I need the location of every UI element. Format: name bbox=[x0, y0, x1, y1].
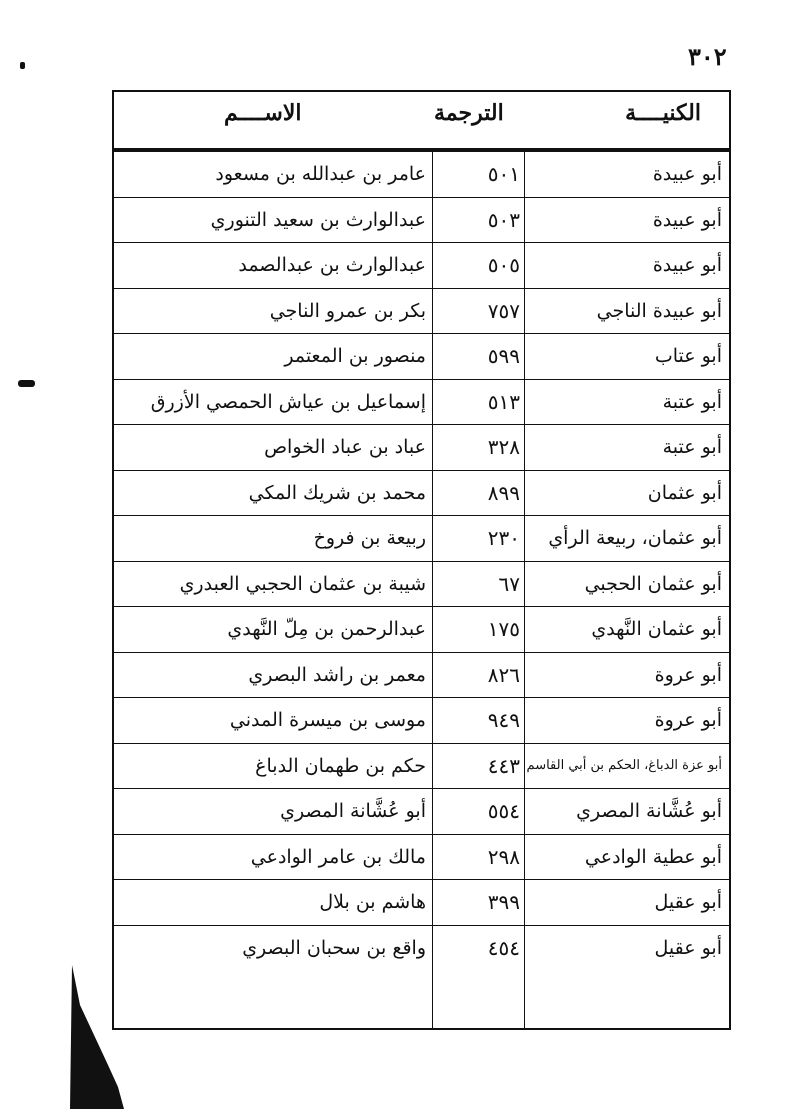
table-row bbox=[114, 243, 729, 289]
table-row bbox=[114, 744, 729, 790]
name-cell: حكم بن طهمان الدباغ bbox=[255, 754, 426, 777]
kunya-cell: أبو عبيدة bbox=[652, 208, 722, 231]
kunya-cell: أبو عبيدة bbox=[652, 163, 722, 186]
table-body bbox=[114, 152, 729, 971]
table-row bbox=[114, 516, 729, 562]
kunya-cell: أبو عطية الوادعي bbox=[584, 845, 722, 868]
tarjama-cell: ١٧٥ bbox=[487, 617, 520, 642]
name-cell: عامر بن عبدالله بن مسعود bbox=[215, 163, 426, 186]
kunya-table bbox=[112, 90, 731, 1030]
tarjama-cell: ٥٠٣ bbox=[487, 207, 520, 232]
name-cell: عبدالوارث بن عبدالصمد bbox=[238, 254, 426, 277]
table-row bbox=[114, 789, 729, 835]
kunya-cell: أبو عروة bbox=[654, 663, 722, 686]
table-row bbox=[114, 425, 729, 471]
tarjama-cell: ٥١٣ bbox=[487, 389, 520, 414]
name-cell: إسماعيل بن عياش الحمصي الأزرق bbox=[150, 390, 426, 413]
kunya-cell: أبو عزة الدباغ، الحكم بن أبي القاسم bbox=[526, 758, 722, 774]
kunya-cell: أبو عثمان، ربيعة الرأي bbox=[548, 527, 722, 550]
header-tarjama: الترجمة bbox=[434, 100, 504, 126]
tarjama-cell: ٨٩٩ bbox=[487, 480, 520, 505]
table-header bbox=[114, 92, 729, 152]
table-row bbox=[114, 653, 729, 699]
tarjama-cell: ٥٥٤ bbox=[487, 799, 520, 824]
tarjama-cell: ٥٩٩ bbox=[487, 344, 520, 369]
ink-speck bbox=[20, 62, 25, 69]
tarjama-cell: ٦٧ bbox=[498, 571, 520, 596]
table-row bbox=[114, 926, 729, 972]
kunya-cell: أبو عقيل bbox=[654, 891, 722, 914]
table-row bbox=[114, 562, 729, 608]
name-cell: محمد بن شريك المكي bbox=[248, 481, 426, 504]
table-row bbox=[114, 607, 729, 653]
table-row bbox=[114, 334, 729, 380]
tarjama-cell: ٢٣٠ bbox=[487, 526, 520, 551]
name-cell: ربيعة بن فروخ bbox=[313, 527, 426, 550]
name-cell: هاشم بن بلال bbox=[319, 891, 426, 914]
tarjama-cell: ٥٠١ bbox=[487, 162, 520, 187]
kunya-cell: أبو عثمان bbox=[647, 481, 722, 504]
kunya-cell: أبو عُشَّانة المصري bbox=[576, 800, 722, 823]
table-row bbox=[114, 289, 729, 335]
table-row bbox=[114, 198, 729, 244]
kunya-cell: أبو عتبة bbox=[662, 436, 722, 459]
header-kunya: الكنيــــة bbox=[625, 100, 701, 126]
tarjama-cell: ٩٤٩ bbox=[487, 708, 520, 733]
name-cell: بكر بن عمرو الناجي bbox=[269, 299, 426, 322]
kunya-cell: أبو عتبة bbox=[662, 390, 722, 413]
name-cell: مالك بن عامر الوادعي bbox=[250, 845, 426, 868]
name-cell: عبدالوارث بن سعيد التنوري bbox=[210, 208, 426, 231]
name-cell: أبو عُشَّانة المصري bbox=[280, 800, 426, 823]
tarjama-cell: ٤٤٣ bbox=[487, 753, 520, 778]
name-cell: عبدالرحمن بن مِلّ النَّهدي bbox=[227, 618, 426, 641]
tarjama-cell: ٤٥٤ bbox=[487, 936, 520, 961]
name-cell: شيبة بن عثمان الحجبي العبدري bbox=[179, 572, 426, 595]
page-number: ٣٠٢ bbox=[688, 42, 727, 71]
table-row bbox=[114, 880, 729, 926]
kunya-cell: أبو عثمان النَّهدي bbox=[591, 618, 722, 641]
kunya-cell: أبو عروة bbox=[654, 709, 722, 732]
name-cell: عباد بن عباد الخواص bbox=[264, 436, 426, 459]
kunya-cell: أبو عثمان الحجبي bbox=[584, 572, 722, 595]
kunya-cell: أبو عبيدة الناجي bbox=[596, 299, 722, 322]
kunya-cell: أبو عبيدة bbox=[652, 254, 722, 277]
table-row bbox=[114, 380, 729, 426]
tarjama-cell: ٣٩٩ bbox=[487, 890, 520, 915]
ink-speck bbox=[18, 380, 35, 387]
name-cell: موسى بن ميسرة المدني bbox=[229, 709, 426, 732]
tarjama-cell: ٢٩٨ bbox=[487, 844, 520, 869]
table-row bbox=[114, 835, 729, 881]
tarjama-cell: ٣٢٨ bbox=[487, 435, 520, 460]
table-row bbox=[114, 152, 729, 198]
kunya-cell: أبو عقيل bbox=[654, 937, 722, 960]
name-cell: واقع بن سحبان البصري bbox=[242, 937, 426, 960]
tarjama-cell: ٨٢٦ bbox=[487, 662, 520, 687]
kunya-cell: أبو عتاب bbox=[654, 345, 722, 368]
header-name: الاســــم bbox=[224, 100, 302, 126]
table-row bbox=[114, 471, 729, 517]
tarjama-cell: ٧٥٧ bbox=[487, 298, 520, 323]
name-cell: معمر بن راشد البصري bbox=[248, 663, 426, 686]
tarjama-cell: ٥٠٥ bbox=[487, 253, 520, 278]
table-row bbox=[114, 698, 729, 744]
name-cell: منصور بن المعتمر bbox=[284, 345, 426, 368]
